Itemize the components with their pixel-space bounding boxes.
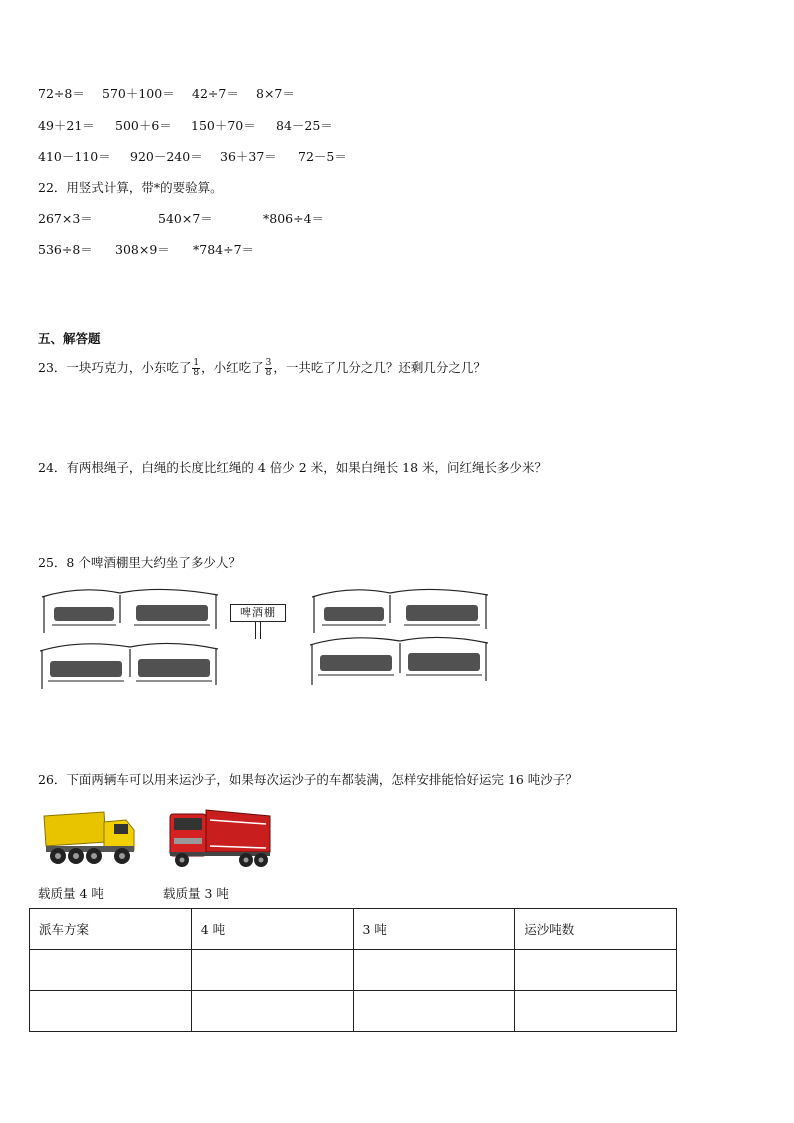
- q22-title: 22．用竖式计算，带*的要验算。: [38, 180, 223, 195]
- oral-item: 36＋37＝: [220, 149, 277, 164]
- dispatch-plan-table: [29, 908, 677, 1032]
- oral-item: 84－25＝: [276, 118, 333, 133]
- table-row: [30, 991, 677, 1032]
- section-heading: 五、解答题: [38, 331, 101, 346]
- oral-item: 72－5＝: [298, 149, 347, 164]
- q23-part1: 23．一块巧克力，小东吃了: [38, 360, 192, 375]
- table-header-cell: 4 吨: [191, 909, 353, 950]
- oral-item: 410－110＝: [38, 149, 111, 164]
- q23-part2: ，小红吃了: [201, 360, 264, 375]
- box-truck-icon: [166, 808, 272, 868]
- fraction-numerator: 3: [265, 358, 272, 368]
- q23-part3: ，一共吃了几分之几？还剩几分之几？: [273, 360, 486, 375]
- oral-item: 72÷8＝: [38, 86, 85, 101]
- oral-item: 570＋100＝: [102, 86, 175, 101]
- table-cell[interactable]: [353, 950, 515, 991]
- q25-text: 25．8 个啤酒棚里大约坐了多少人？: [38, 555, 241, 570]
- table-cell[interactable]: [515, 991, 677, 1032]
- oral-row-2: [38, 116, 538, 132]
- table-row: [30, 950, 677, 991]
- q23-text: [38, 358, 486, 378]
- oral-item: 500＋6＝: [115, 118, 172, 133]
- vertical-calc-item: 267×3＝: [38, 211, 93, 226]
- oral-item: 150＋70＝: [191, 118, 256, 133]
- table-header-cell: 运沙吨数: [515, 909, 677, 950]
- beer-tents-left-illustration: [40, 583, 222, 699]
- dump-truck-icon: [42, 806, 136, 868]
- oral-item: 920－240＝: [130, 149, 203, 164]
- sign-post: [255, 621, 261, 639]
- fraction-three-eighths: [265, 359, 273, 378]
- vertical-calc-item: 540×7＝: [158, 211, 213, 226]
- table-cell[interactable]: [515, 950, 677, 991]
- oral-item: 8×7＝: [256, 86, 295, 101]
- fraction-numerator: 1: [193, 358, 200, 368]
- truck1-caption: 载质量 4 吨: [38, 886, 104, 901]
- beer-tents-right-illustration: [310, 583, 492, 695]
- fraction-denominator: 8: [193, 368, 200, 378]
- vertical-calc-item: 536÷8＝: [38, 242, 93, 257]
- table-header-cell: 派车方案: [30, 909, 192, 950]
- q22-row-2: [38, 240, 538, 256]
- oral-item: 42÷7＝: [192, 86, 239, 101]
- table-cell[interactable]: [191, 991, 353, 1032]
- table-cell[interactable]: [353, 991, 515, 1032]
- fraction-denominator: 8: [265, 368, 272, 378]
- q24-text: 24．有两根绳子，白绳的长度比红绳的 4 倍少 2 米，如果白绳长 18 米，问红绳长多少米？: [38, 460, 548, 475]
- table-cell[interactable]: [30, 950, 192, 991]
- vertical-calc-item: *784÷7＝: [193, 242, 255, 257]
- table-header-row: [30, 909, 677, 950]
- table-header-cell: 3 吨: [353, 909, 515, 950]
- vertical-calc-item: *806÷4＝: [263, 211, 325, 226]
- q22-row-1: [38, 209, 538, 225]
- q26-text: 26．下面两辆车可以用来运沙子，如果每次运沙子的车都装满，怎样安排能恰好运完 16 吨沙子？: [38, 772, 578, 787]
- beer-tent-sign: 啤酒棚: [230, 604, 286, 622]
- table-cell[interactable]: [30, 991, 192, 1032]
- vertical-calc-item: 308×9＝: [115, 242, 170, 257]
- oral-item: 49＋21＝: [38, 118, 95, 133]
- oral-row-1: [38, 84, 538, 100]
- oral-row-3: [38, 147, 538, 163]
- truck2-caption: 载质量 3 吨: [163, 886, 229, 901]
- table-cell[interactable]: [191, 950, 353, 991]
- fraction-one-eighth: [192, 359, 200, 378]
